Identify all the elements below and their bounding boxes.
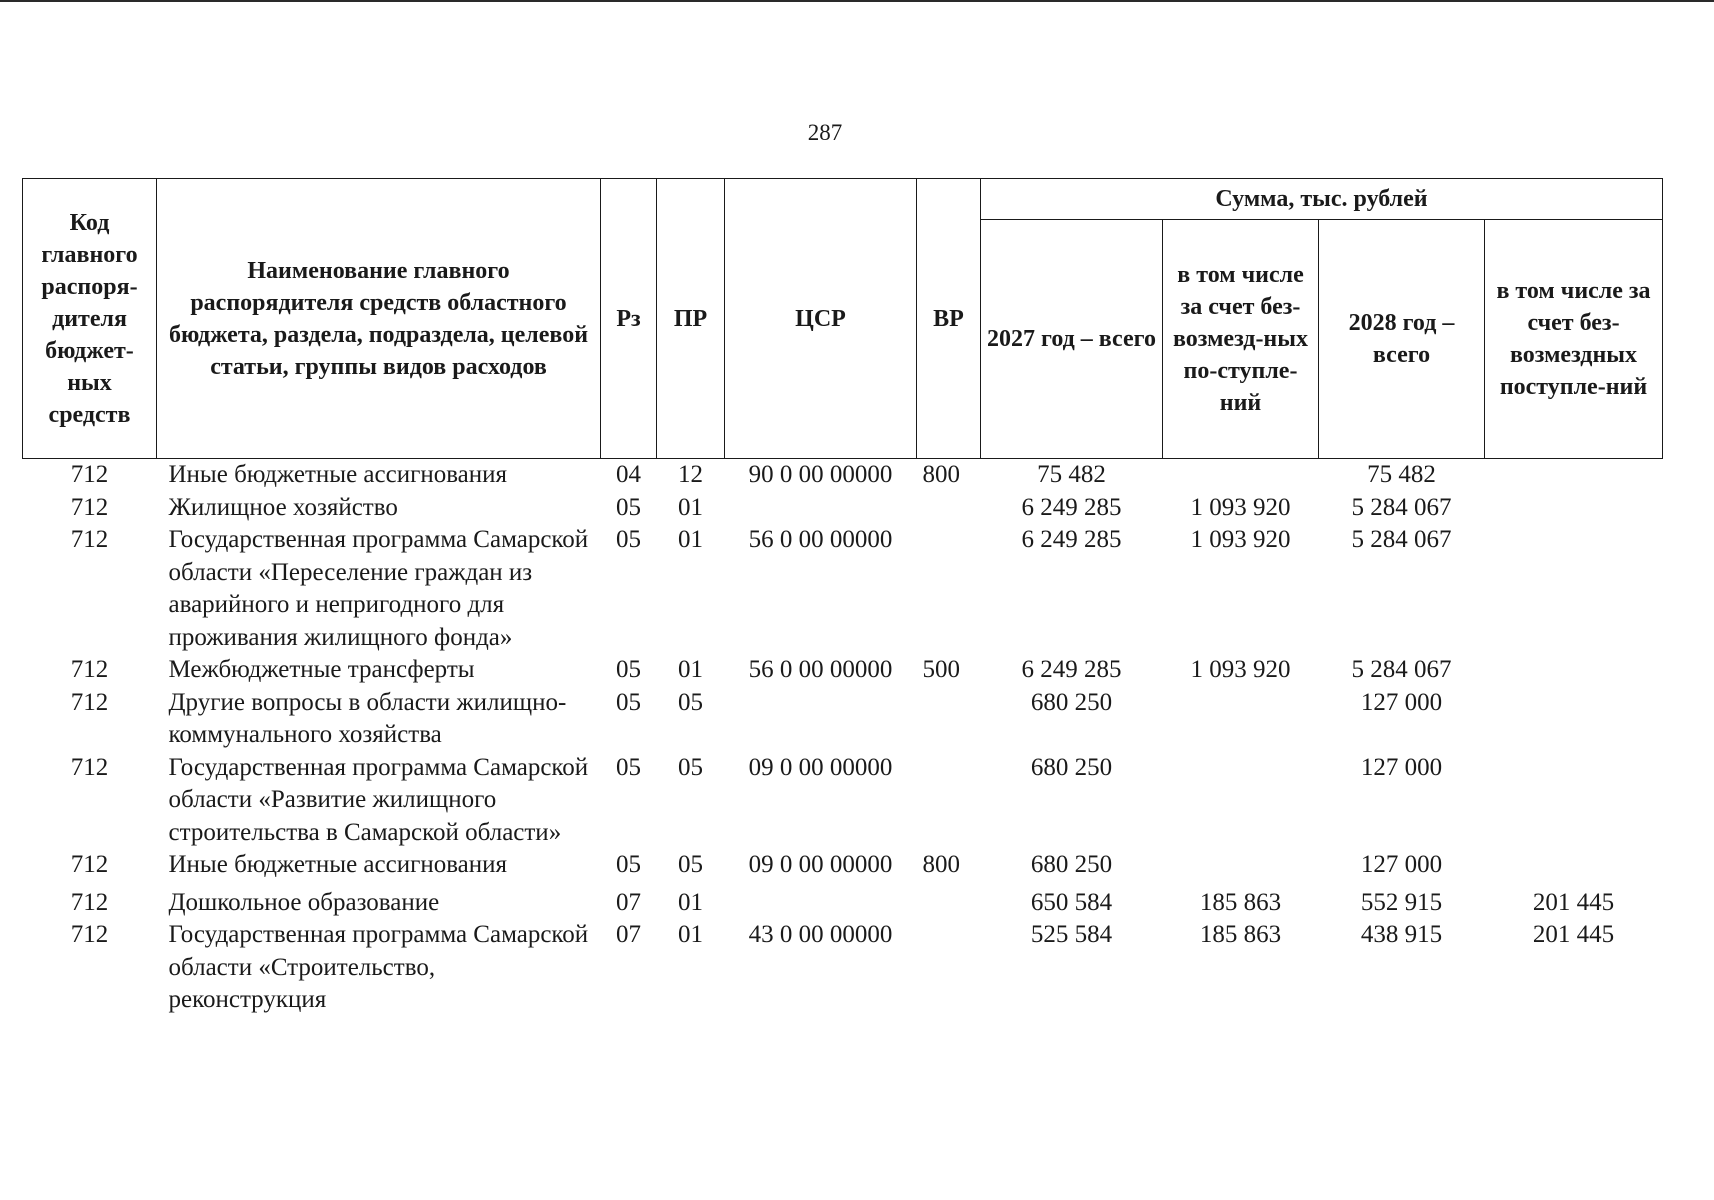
row-vr xyxy=(917,882,981,920)
row-code: 712 xyxy=(70,851,109,878)
row-2028-total: 127 000 xyxy=(1360,688,1443,716)
header-rz: Рз xyxy=(601,179,657,459)
row-code: 712 xyxy=(70,526,109,553)
table-row xyxy=(23,752,1663,850)
row-2028-grant: 201 445 xyxy=(1532,921,1615,948)
row-2027-total: 6 249 285 xyxy=(1021,656,1122,683)
table-row xyxy=(23,492,1663,525)
row-pr: 05 xyxy=(678,688,703,716)
header-2028-grant: в том числе за счет без-возмездных поступле-ний xyxy=(1485,220,1663,459)
row-pr: 01 xyxy=(678,526,703,553)
row-name: Государственная программа Самарской области «Переселение граждан из аварийного и непригодного для проживания жилищного фонда» xyxy=(168,526,589,651)
row-2027-grant xyxy=(1163,459,1319,492)
header-name: Наименование главного распорядителя средств областного бюджета, раздела, подраздела, целевой статьи, группы видов расходов xyxy=(157,179,601,459)
row-name: Иные бюджетные ассигнования xyxy=(168,461,508,488)
row-code: 712 xyxy=(70,493,109,521)
row-rz: 05 xyxy=(616,851,641,878)
row-2027-grant: 1 093 920 xyxy=(1190,656,1291,683)
row-2027-total: 650 584 xyxy=(1030,888,1113,916)
row-2027-grant: 185 863 xyxy=(1199,921,1282,948)
row-name: Государственная программа Самарской области «Развитие жилищного строительства в Самарской области» xyxy=(168,753,589,846)
table-row xyxy=(23,524,1663,654)
row-2027-grant xyxy=(1163,752,1319,850)
row-code: 712 xyxy=(70,656,109,683)
row-2028-total: 75 482 xyxy=(1367,461,1436,488)
row-2028-grant xyxy=(1485,492,1663,525)
table-row xyxy=(23,654,1663,687)
row-2028-grant xyxy=(1485,654,1663,687)
row-vr xyxy=(917,687,981,752)
row-rz: 05 xyxy=(616,688,641,716)
row-2027-grant: 1 093 920 xyxy=(1190,526,1291,553)
row-rz: 05 xyxy=(616,753,641,781)
row-2028-total: 552 915 xyxy=(1360,888,1443,916)
row-2027-total: 680 250 xyxy=(1030,753,1113,781)
row-2027-total: 6 249 285 xyxy=(1021,526,1122,553)
table-row xyxy=(23,459,1663,492)
row-vr xyxy=(917,919,981,1017)
top-rule xyxy=(0,0,1714,2)
row-pr: 01 xyxy=(678,888,703,916)
header-pr: ПР xyxy=(657,179,725,459)
row-code: 712 xyxy=(70,888,109,916)
row-2027-total: 6 249 285 xyxy=(1021,493,1122,521)
header-2027-total: 2027 год – всего xyxy=(981,220,1163,459)
header-code: Код главного распоря-дителя бюджет-ных средств xyxy=(23,179,157,459)
row-csr: 56 0 00 00000 xyxy=(748,526,893,553)
row-2027-total: 75 482 xyxy=(1037,461,1106,488)
table-row xyxy=(23,849,1663,882)
row-2028-grant xyxy=(1485,687,1663,752)
row-2028-grant xyxy=(1485,752,1663,850)
row-2027-total: 680 250 xyxy=(1030,688,1113,716)
row-code: 712 xyxy=(70,921,109,948)
row-pr: 05 xyxy=(678,753,703,781)
row-pr: 01 xyxy=(678,493,703,521)
row-2028-grant xyxy=(1485,849,1663,882)
row-2028-total: 5 284 067 xyxy=(1351,493,1452,521)
row-code: 712 xyxy=(70,688,109,716)
row-rz: 07 xyxy=(616,888,641,916)
row-pr: 01 xyxy=(678,656,703,683)
row-code: 712 xyxy=(70,461,109,488)
table-row xyxy=(23,919,1663,1017)
row-name: Государственная программа Самарской области «Строительство, реконструкция xyxy=(168,921,589,1013)
row-code: 712 xyxy=(70,753,109,781)
row-csr xyxy=(725,882,917,920)
row-rz: 05 xyxy=(616,493,641,521)
row-pr: 12 xyxy=(678,461,703,488)
header-2027-grant: в том числе за счет без-возмезд-ных по-ступле-ний xyxy=(1163,220,1319,459)
row-2027-grant: 185 863 xyxy=(1199,888,1282,916)
header-vr: ВР xyxy=(917,179,981,459)
row-csr: 43 0 00 00000 xyxy=(748,921,893,948)
row-2027-grant: 1 093 920 xyxy=(1190,493,1291,521)
row-csr xyxy=(725,492,917,525)
row-csr: 09 0 00 00000 xyxy=(748,851,893,878)
row-2028-total: 127 000 xyxy=(1360,753,1443,781)
budget-table xyxy=(22,178,1663,1017)
row-2028-grant: 201 445 xyxy=(1532,888,1615,916)
table-row xyxy=(23,687,1663,752)
row-rz: 05 xyxy=(616,656,641,683)
row-vr xyxy=(917,752,981,850)
header-sum: Сумма, тыс. рублей xyxy=(981,179,1663,220)
row-pr: 05 xyxy=(678,851,703,878)
row-2027-total: 525 584 xyxy=(1030,921,1113,948)
row-name: Другие вопросы в области жилищно-коммунального хозяйства xyxy=(168,688,567,748)
row-2028-grant xyxy=(1485,459,1663,492)
row-name: Межбюджетные трансферты xyxy=(168,656,475,683)
row-pr: 01 xyxy=(678,921,703,948)
table-row xyxy=(23,882,1663,920)
header-2028-total: 2028 год – всего xyxy=(1319,220,1485,459)
row-2027-total: 680 250 xyxy=(1030,851,1113,878)
row-2028-grant xyxy=(1485,524,1663,654)
row-rz: 07 xyxy=(616,921,641,948)
row-csr: 56 0 00 00000 xyxy=(748,656,893,683)
row-vr: 500 xyxy=(922,656,960,683)
row-csr: 09 0 00 00000 xyxy=(748,753,893,781)
row-name: Жилищное хозяйство xyxy=(168,493,398,521)
row-vr xyxy=(917,524,981,654)
row-name: Иные бюджетные ассигнования xyxy=(168,851,508,878)
row-csr xyxy=(725,687,917,752)
row-vr xyxy=(917,492,981,525)
row-vr: 800 xyxy=(922,851,960,878)
row-2028-total: 438 915 xyxy=(1360,921,1443,948)
row-vr: 800 xyxy=(922,461,960,488)
header-csr: ЦСР xyxy=(725,179,917,459)
row-rz: 05 xyxy=(616,526,641,553)
row-name: Дошкольное образование xyxy=(168,888,440,916)
row-2027-grant xyxy=(1163,687,1319,752)
row-2028-total: 5 284 067 xyxy=(1351,656,1452,683)
row-rz: 04 xyxy=(616,461,641,488)
row-2027-grant xyxy=(1163,849,1319,882)
row-csr: 90 0 00 00000 xyxy=(748,461,893,488)
row-2028-total: 5 284 067 xyxy=(1351,526,1452,553)
page-number: 287 xyxy=(807,120,843,145)
table-body xyxy=(23,459,1663,1017)
row-2028-total: 127 000 xyxy=(1360,851,1443,878)
table-header xyxy=(23,179,1663,459)
